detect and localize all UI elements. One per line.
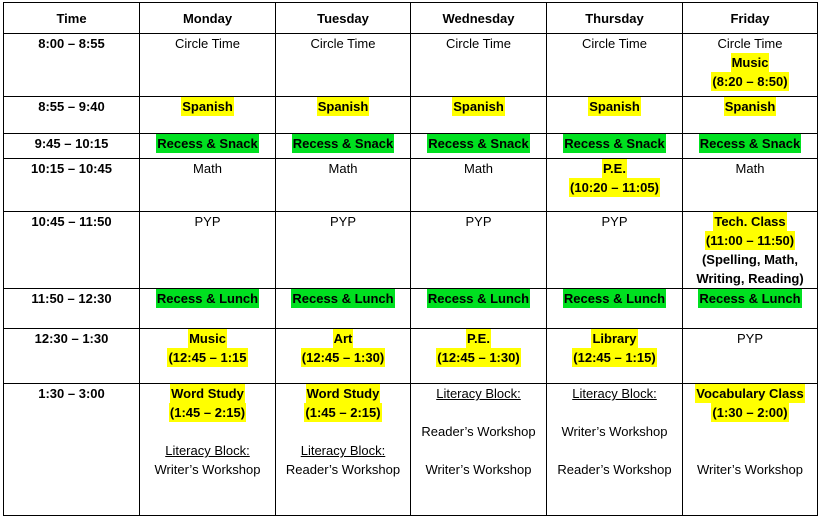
cell-line: [276, 403, 410, 422]
header-thursday: Thursday: [547, 3, 683, 34]
activity-label: PYP: [465, 214, 492, 229]
cell-line: [140, 134, 275, 153]
cell-line: [140, 159, 275, 178]
table-row: [4, 289, 818, 329]
schedule-cell-friday: [683, 384, 818, 516]
special-class-label: Art: [333, 331, 353, 346]
header-row: [4, 3, 818, 34]
activity-label: PYP: [329, 214, 356, 229]
schedule-cell-thursday: [547, 34, 683, 97]
activity-label: Math: [328, 161, 358, 176]
cell-line: [140, 403, 275, 422]
table-row: [4, 384, 818, 516]
cell-line: [683, 212, 817, 231]
cell-line: [547, 212, 682, 231]
cell-line: [547, 329, 682, 348]
cell-line: [683, 403, 817, 422]
schedule-cell-friday: [683, 34, 818, 97]
special-class-label: (10:20 – 11:05): [570, 180, 659, 195]
schedule-cell-wednesday: [411, 289, 547, 329]
header-wednesday: Wednesday: [411, 3, 547, 34]
schedule-cell-wednesday: [411, 212, 547, 289]
special-class-label: (1:45 – 2:15): [305, 405, 381, 420]
cell-line: [411, 97, 546, 116]
cell-line: [140, 212, 275, 231]
special-class-label: (12:45 – 1:30): [437, 350, 520, 365]
schedule-cell-thursday: [547, 329, 683, 384]
activity-label: Circle Time: [581, 36, 647, 51]
activity-label: Writer’s Workshop: [425, 462, 532, 477]
activity-label: Writing, Reading): [696, 271, 804, 286]
cell-line: [683, 384, 817, 403]
cell-line: [547, 178, 682, 197]
activity-label: Circle Time: [445, 36, 511, 51]
schedule-cell-wednesday: [411, 329, 547, 384]
special-class-label: Tech. Class: [714, 214, 786, 229]
cell-line: [683, 53, 817, 72]
schedule-cell-wednesday: [411, 34, 547, 97]
schedule-cell-wednesday: [411, 97, 547, 134]
special-class-label: (12:45 – 1:15: [168, 350, 247, 365]
table-row: [4, 159, 818, 212]
cell-line: [276, 34, 410, 53]
cell-line: [547, 348, 682, 367]
recess-label: Recess & Lunch: [427, 291, 530, 306]
special-class-label: (12:45 – 1:15): [573, 350, 656, 365]
block-heading: Literacy Block:: [436, 386, 521, 401]
cell-line: [411, 384, 546, 403]
recess-label: Recess & Lunch: [292, 291, 394, 306]
time-slot: 8:00 – 8:55: [4, 34, 140, 97]
schedule-cell-tuesday: [276, 97, 411, 134]
time-slot: 8:55 – 9:40: [4, 97, 140, 134]
recess-label: Recess & Snack: [564, 136, 665, 151]
header-monday: Monday: [140, 3, 276, 34]
spacer: [683, 441, 817, 460]
cell-line: [276, 212, 410, 231]
special-class-label: Word Study: [171, 386, 244, 401]
special-class-label: Spanish: [182, 99, 233, 114]
spacer: [683, 422, 817, 441]
schedule-cell-monday: [140, 212, 276, 289]
schedule-cell-monday: [140, 329, 276, 384]
recess-label: Recess & Snack: [157, 136, 258, 151]
recess-label: Recess & Snack: [292, 136, 394, 151]
cell-line: [276, 460, 410, 479]
cell-line: [683, 329, 817, 348]
special-class-label: (8:20 – 8:50): [712, 74, 788, 89]
special-class-label: Spanish: [724, 99, 776, 114]
block-heading: Literacy Block:: [300, 443, 386, 458]
cell-line: [140, 34, 275, 53]
cell-line: [547, 134, 682, 153]
cell-line: [276, 97, 410, 116]
cell-line: [276, 384, 410, 403]
schedule-cell-thursday: [547, 289, 683, 329]
header-tuesday: Tuesday: [276, 3, 411, 34]
schedule-cell-wednesday: [411, 159, 547, 212]
activity-label: Circle Time: [717, 36, 783, 51]
recess-label: Recess & Lunch: [156, 291, 259, 306]
schedule-cell-tuesday: [276, 329, 411, 384]
block-heading: Literacy Block:: [572, 386, 657, 401]
cell-line: [276, 289, 410, 308]
schedule-cell-thursday: [547, 384, 683, 516]
cell-line: [276, 348, 410, 367]
cell-line: [547, 289, 682, 308]
header-time: Time: [4, 3, 140, 34]
schedule-cell-friday: [683, 159, 818, 212]
special-class-label: Spanish: [453, 99, 504, 114]
schedule-cell-monday: [140, 384, 276, 516]
activity-label: Math: [735, 161, 765, 176]
recess-label: Recess & Snack: [428, 136, 529, 151]
table-row: [4, 134, 818, 159]
schedule-cell-wednesday: [411, 384, 547, 516]
schedule-cell-friday: [683, 289, 818, 329]
cell-line: [683, 269, 817, 288]
schedule-cell-monday: [140, 289, 276, 329]
cell-line: [411, 159, 546, 178]
activity-label: PYP: [736, 331, 763, 346]
schedule-cell-friday: [683, 212, 818, 289]
schedule-cell-tuesday: [276, 134, 411, 159]
special-class-label: Music: [731, 55, 769, 70]
block-heading: Literacy Block:: [165, 443, 250, 458]
header-friday: Friday: [683, 3, 818, 34]
cell-line: [683, 34, 817, 53]
cell-line: [683, 250, 817, 269]
cell-line: [411, 422, 546, 441]
cell-line: [140, 384, 275, 403]
special-class-label: (1:45 – 2:15): [169, 405, 246, 420]
schedule-cell-thursday: [547, 159, 683, 212]
cell-line: [276, 441, 410, 460]
special-class-label: (11:00 – 11:50): [705, 233, 795, 248]
cell-line: [140, 441, 275, 460]
activity-label: Writer’s Workshop: [154, 462, 261, 477]
schedule-cell-thursday: [547, 97, 683, 134]
cell-line: [276, 159, 410, 178]
cell-line: [411, 212, 546, 231]
table-row: [4, 329, 818, 384]
special-class-label: Library: [592, 331, 637, 346]
cell-line: [411, 348, 546, 367]
recess-label: Recess & Snack: [699, 136, 801, 151]
cell-line: [683, 460, 817, 479]
schedule-cell-tuesday: [276, 34, 411, 97]
cell-line: [411, 134, 546, 153]
special-class-label: (12:45 – 1:30): [301, 350, 385, 365]
cell-line: [411, 289, 546, 308]
activity-label: Circle Time: [174, 36, 240, 51]
schedule-cell-monday: [140, 97, 276, 134]
schedule-cell-monday: [140, 34, 276, 97]
spacer: [140, 422, 275, 441]
recess-label: Recess & Lunch: [563, 291, 666, 306]
cell-line: [140, 348, 275, 367]
schedule-cell-monday: [140, 134, 276, 159]
special-class-label: Music: [189, 331, 226, 346]
schedule-cell-friday: [683, 134, 818, 159]
activity-label: (Spelling, Math,: [701, 252, 799, 267]
cell-line: [411, 329, 546, 348]
cell-line: [411, 34, 546, 53]
special-class-label: (1:30 – 2:00): [712, 405, 788, 420]
schedule-cell-friday: [683, 329, 818, 384]
cell-line: [140, 460, 275, 479]
schedule-cell-tuesday: [276, 289, 411, 329]
spacer: [411, 403, 546, 422]
activity-label: Reader’s Workshop: [421, 424, 536, 439]
cell-line: [276, 329, 410, 348]
special-class-label: Spanish: [317, 99, 369, 114]
cell-line: [547, 159, 682, 178]
schedule-cell-thursday: [547, 212, 683, 289]
cell-line: [140, 289, 275, 308]
cell-line: [276, 134, 410, 153]
schedule-cell-wednesday: [411, 134, 547, 159]
activity-label: Writer’s Workshop: [561, 424, 668, 439]
time-slot: 1:30 – 3:00: [4, 384, 140, 516]
schedule-cell-tuesday: [276, 159, 411, 212]
table-row: [4, 97, 818, 134]
cell-line: [547, 97, 682, 116]
time-slot: 11:50 – 12:30: [4, 289, 140, 329]
activity-label: Reader’s Workshop: [285, 462, 401, 477]
activity-label: PYP: [194, 214, 221, 229]
cell-line: [547, 460, 682, 479]
schedule-cell-tuesday: [276, 212, 411, 289]
cell-line: [140, 329, 275, 348]
time-slot: 10:45 – 11:50: [4, 212, 140, 289]
activity-label: Math: [464, 161, 493, 176]
table-row: [4, 34, 818, 97]
cell-line: [683, 231, 817, 250]
recess-label: Recess & Lunch: [699, 291, 801, 306]
spacer: [547, 441, 682, 460]
time-slot: 9:45 – 10:15: [4, 134, 140, 159]
cell-line: [547, 34, 682, 53]
time-slot: 12:30 – 1:30: [4, 329, 140, 384]
activity-label: Circle Time: [310, 36, 376, 51]
spacer: [547, 403, 682, 422]
spacer: [276, 422, 410, 441]
schedule-cell-friday: [683, 97, 818, 134]
special-class-label: Spanish: [589, 99, 640, 114]
cell-line: [411, 460, 546, 479]
schedule-cell-tuesday: [276, 384, 411, 516]
special-class-label: Word Study: [306, 386, 380, 401]
schedule-cell-thursday: [547, 134, 683, 159]
cell-line: [683, 97, 817, 116]
activity-label: PYP: [601, 214, 628, 229]
cell-line: [683, 72, 817, 91]
activity-label: Writer’s Workshop: [697, 462, 803, 477]
cell-line: [683, 159, 817, 178]
special-class-label: Vocabulary Class: [696, 386, 804, 401]
cell-line: [683, 289, 817, 308]
cell-line: [547, 422, 682, 441]
cell-line: [547, 384, 682, 403]
special-class-label: P.E.: [603, 161, 626, 176]
cell-line: [140, 97, 275, 116]
time-slot: 10:15 – 10:45: [4, 159, 140, 212]
special-class-label: P.E.: [467, 331, 490, 346]
schedule-table: [3, 2, 818, 516]
schedule-cell-monday: [140, 159, 276, 212]
spacer: [411, 441, 546, 460]
table-row: [4, 212, 818, 289]
activity-label: Math: [193, 161, 222, 176]
cell-line: [683, 134, 817, 153]
activity-label: Reader’s Workshop: [557, 462, 672, 477]
